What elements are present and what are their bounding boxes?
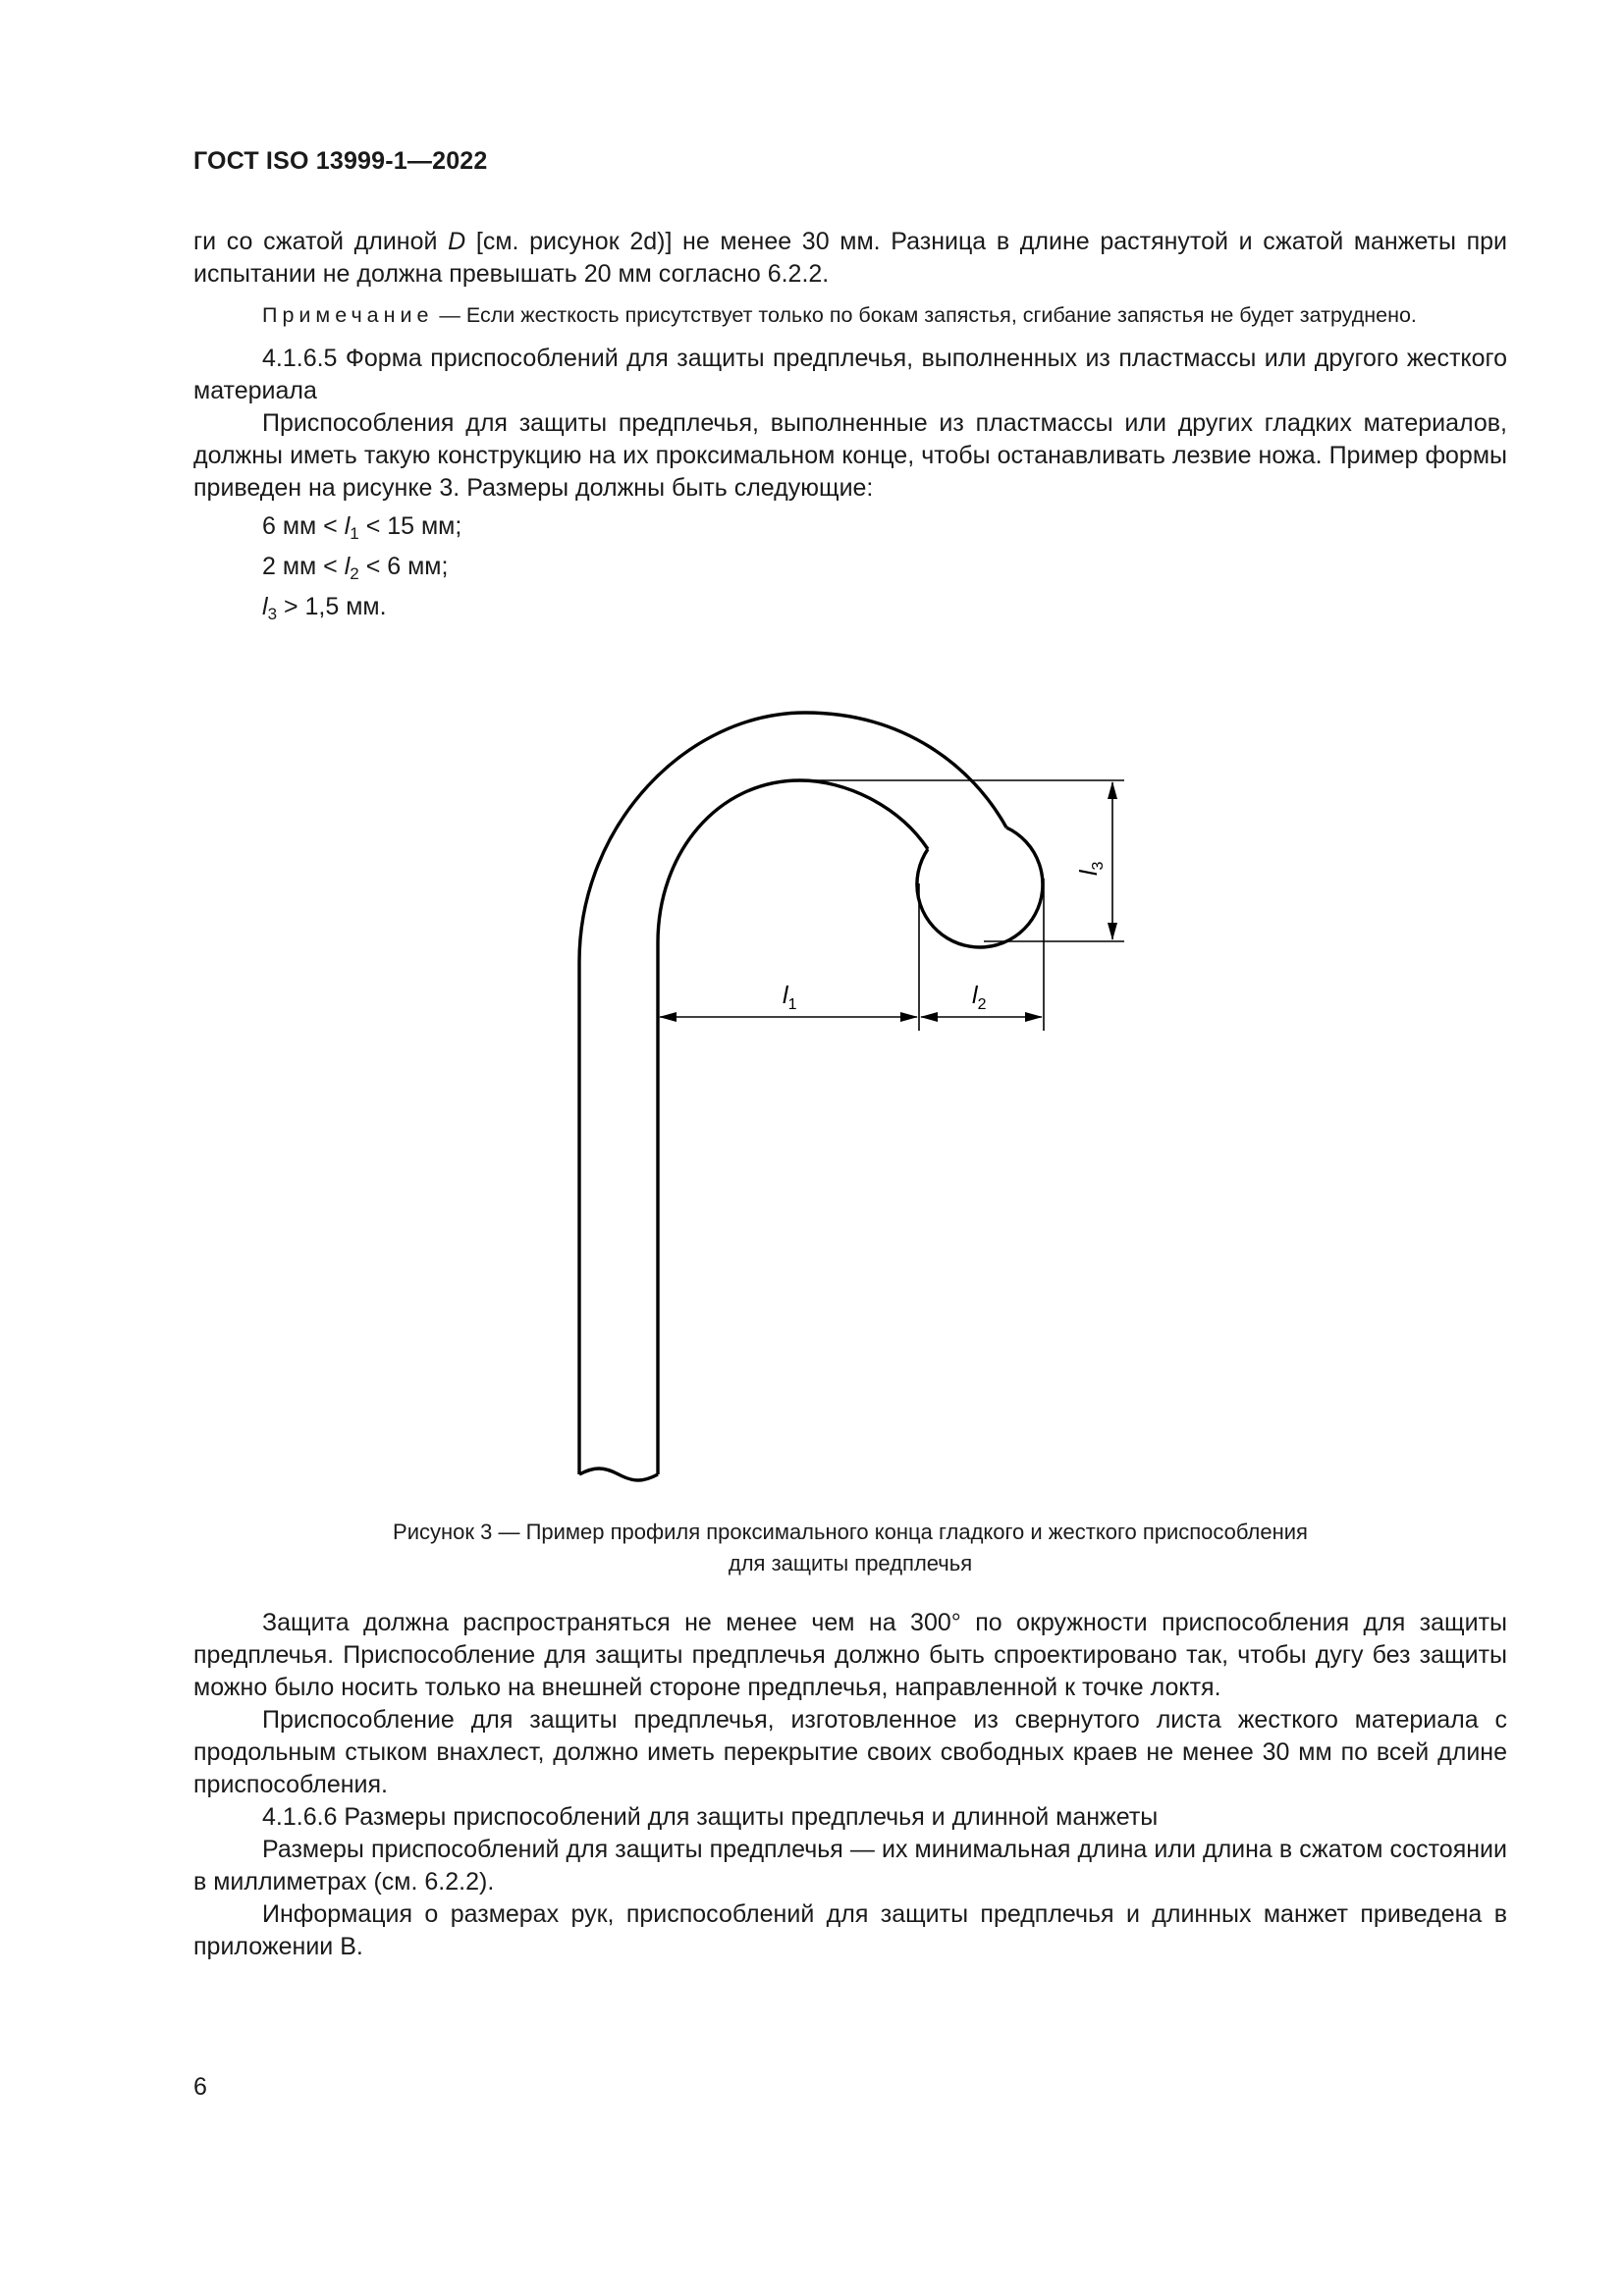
paragraph: Размеры приспособлений для защиты предплечья — их минимальная длина или длина в сжатом состоянии в миллиметрах (см. 6.2.2). [193, 1836, 1507, 1896]
dimension-item: 6 мм < $l_1 < 15$ мм; [262, 512, 462, 543]
figure-caption [193, 1517, 1507, 1579]
text-block-top [193, 226, 1507, 631]
break-line [579, 1468, 658, 1480]
note-text: — Если жесткость присутствует только по бокам запястья, сгибание запястья не будет затруднено. [433, 303, 1417, 327]
note [193, 300, 1507, 331]
paragraph-text: [см. рисунок 2d)] не менее 30 мм. Разница в длине растянутой и сжатой манжеты при испытании не должна превышать 20 мм согласно 6.2.2. [193, 228, 1508, 288]
dimension-item: $l_3 > 1,5$ мм. [262, 593, 387, 623]
document-header: ГОСТ ISO 13999-1—2022 [193, 147, 488, 175]
section-body-4-1-6-5: Приспособления для защиты предплечья, выполненные из пластмассы или других гладких материалов, должны иметь такую конструкцию на их проксимальном конце, чтобы останавливать лезвие ножа. Пример формы приведен на рисунке 3. Размеры должны быть следующие: [193, 409, 1507, 502]
paragraph: Защита должна распространяться не менее чем на 300° по окружности приспособления для защиты предплечья. Приспособление для защиты предплечья должно быть спроектировано так, чтобы дугу без защиты можно было носить только на внешней стороне предплечья, направленной к точке локтя. [193, 1609, 1507, 1701]
dimension-list [193, 510, 1507, 623]
paragraph-text: ги со сжатой длиной [193, 228, 449, 255]
label-l1: $l_1$ [783, 982, 797, 1013]
section-heading-4-1-6-5: 4.1.6.5 Форма приспособлений для защиты предплечья, выполненных из пластмассы или другого жесткого материала [193, 345, 1507, 404]
page-number: 6 [193, 2073, 207, 2101]
dimension-item: 2 мм < $l_2 < 6$ мм; [262, 553, 449, 583]
label-l2: $l_2$ [972, 982, 987, 1013]
section-heading-4-1-6-6: 4.1.6.6 Размеры приспособлений для защиты предплечья и длинной манжеты [262, 1803, 1159, 1831]
figure-profile-drawing [550, 687, 1139, 1492]
caption-line: для защиты предплечья [728, 1551, 973, 1575]
paragraph: Информация о размерах рук, приспособлений для защиты предплечья и длинных манжет приведена в приложении В. [193, 1900, 1507, 1960]
end-bead [917, 828, 1043, 947]
paragraph: Приспособление для защиты предплечья, изготовленное из свернутого листа жесткого материала с продольным стыком внахлест, должно иметь перекрытие своих свободных краев не менее 30 мм по всей длине приспособления. [193, 1706, 1507, 1798]
label-l3: $l_3$ [1075, 861, 1107, 876]
continued-paragraph [193, 226, 1507, 291]
outer-contour [579, 713, 1006, 1474]
note-label: Примечание [262, 303, 434, 327]
variable-d: D [448, 228, 466, 255]
caption-line: Рисунок 3 — Пример профиля проксимального конца гладкого и жесткого приспособления [393, 1520, 1308, 1544]
text-block-bottom [193, 1607, 1507, 1963]
inner-contour [658, 780, 928, 1474]
